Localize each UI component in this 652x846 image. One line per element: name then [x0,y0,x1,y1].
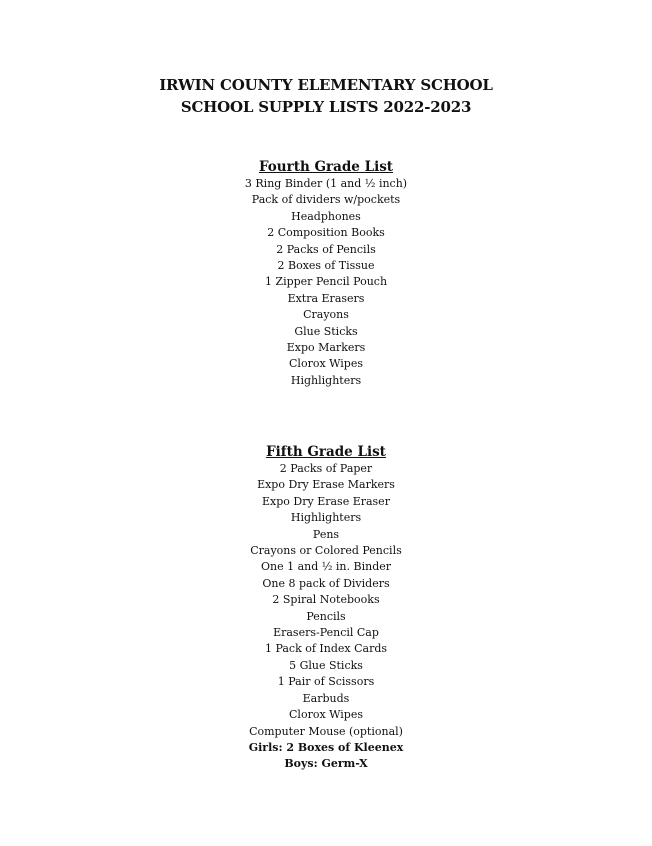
list-item: Headphones [291,209,361,223]
fifth-grade-section [0,443,652,773]
list-item: Pencils [306,609,346,623]
list-item: Pens [312,527,340,541]
school-name: IRWIN COUNTY ELEMENTARY SCHOOL [159,76,493,94]
list-item: 2 Packs of Pencils [276,242,376,256]
list-item: One 1 and ½ in. Binder [260,560,392,574]
list-item: 2 Boxes of Tissue [277,259,375,273]
list-item: One 8 pack of Dividers [262,576,390,590]
list-item: Pack of dividers w/pockets [251,193,401,207]
list-item: Glue Sticks [294,324,358,338]
list-item: Computer Mouse (optional) [249,724,403,738]
document-header [0,74,652,118]
fourth-grade-list [0,176,652,389]
list-item: Highlighters [290,511,362,525]
list-item: Crayons [303,308,349,322]
list-item-boys: Boys: Germ-X [284,757,368,771]
fifth-grade-list [0,461,652,773]
list-item: 2 Spiral Notebooks [272,593,380,607]
list-item: Earbuds [302,691,350,705]
list-item: Extra Erasers [287,291,365,305]
document-subtitle: SCHOOL SUPPLY LISTS 2022-2023 [180,98,472,116]
list-item: 2 Packs of Paper [279,462,373,475]
list-item: 5 Glue Sticks [289,658,363,672]
list-item: 1 Zipper Pencil Pouch [264,275,388,289]
list-item: 2 Composition Books [267,226,385,240]
list-item: Expo Markers [286,341,366,355]
list-item: Expo Dry Erase Markers [257,478,395,492]
list-item: Expo Dry Erase Eraser [262,494,390,508]
list-item: 1 Pack of Index Cards [264,642,388,656]
list-item: Clorox Wipes [289,708,363,722]
list-item: Erasers-Pencil Cap [273,626,379,640]
list-item: Crayons or Colored Pencils [250,544,402,558]
fourth-grade-heading: Fourth Grade List [258,159,394,175]
list-item-girls: Girls: 2 Boxes of Kleenex [248,740,404,754]
list-item: Highlighters [290,373,362,387]
list-item: Clorox Wipes [289,357,363,371]
list-item: 1 Pair of Scissors [277,675,375,689]
list-item: 3 Ring Binder (1 and ½ inch) [244,177,408,190]
fifth-grade-heading: Fifth Grade List [266,444,386,460]
fourth-grade-section [0,158,652,389]
